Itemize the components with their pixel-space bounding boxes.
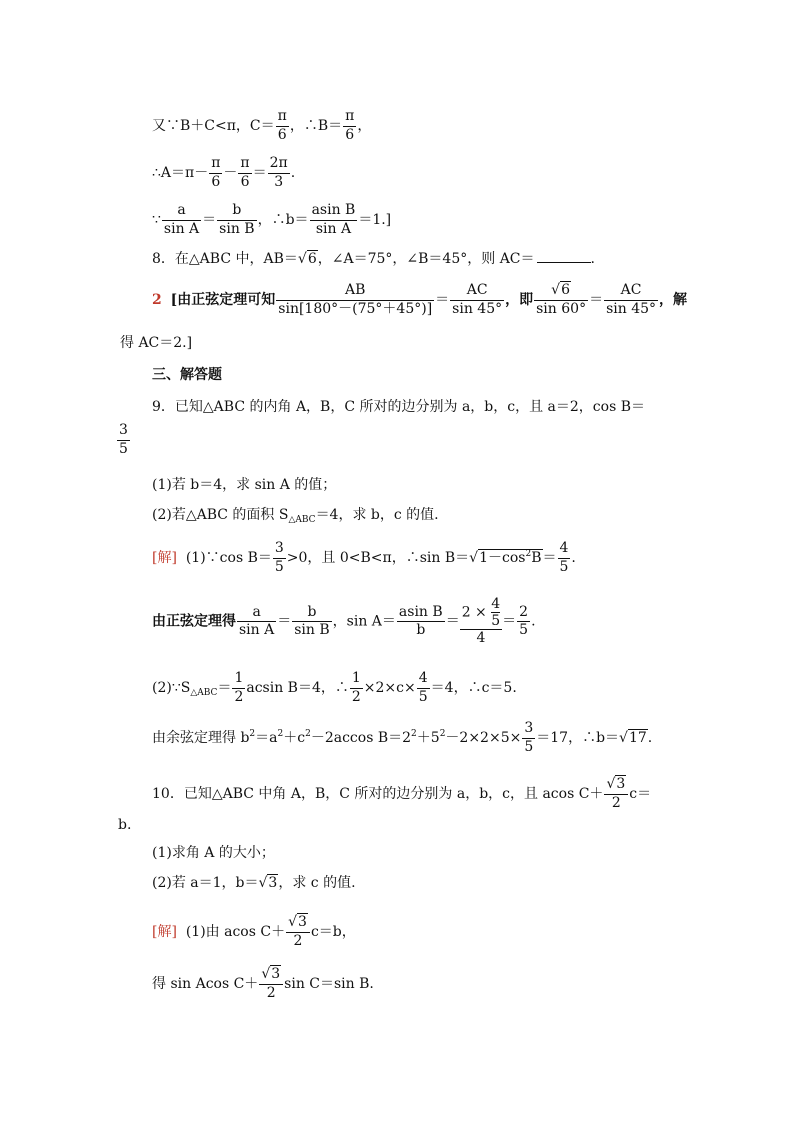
fraction: $\frac{1}{2}$ — [351, 670, 361, 705]
fraction: $\frac{a}{\text{sin A}}$ — [239, 603, 275, 638]
fraction: $\frac{3}{5}$ — [524, 720, 534, 755]
text: － — [223, 165, 238, 181]
fraction: $\frac{4}{5}$ — [559, 540, 569, 575]
question-10-continued: b. — [118, 817, 132, 833]
question-10-part-2: (2)若 a＝1，b＝√3，求 c 的值. — [152, 875, 356, 891]
fraction: $\frac{\text{asin B}}{b}$ — [398, 603, 443, 638]
question-9-part-1: (1)若 b＝4，求 sin A 的值； — [152, 477, 337, 493]
question-9: 9．已知△ABC 的内角 A，B，C 所对的边分别为 a，b，c，且 a＝2，cos B＝ — [152, 399, 645, 415]
fraction: $\frac{\pi}{6}$ — [211, 155, 221, 190]
solution-9-line-3: $(2)\because S_{\triangle ABC}=$ $\frac{1}{2}$ acsin B＝4，∴ $\frac{1}{2}$ ×2×c× $\frac{4}{5}$ ＝4，∴c＝5. — [152, 670, 517, 705]
text: 又∵B＋C<π，C＝ — [152, 118, 275, 134]
fraction: $\frac{AB}{\sin[180^\circ-(75^\circ+45^\circ)]}$ — [278, 282, 433, 317]
text: ∴A＝π－ — [152, 165, 209, 181]
line-3: ∵ $\frac{a}{\text{sin A}}$ ＝ $\frac{b}{\text{sin B}}$ ，∴b＝ $\frac{\text{asin B}}{\text{sin A}}$ ＝1.] — [152, 202, 392, 237]
solution-10-line-1: [解] (1)由 acos C＋ $\frac{√3}{2}$ c＝b， — [152, 914, 356, 949]
fraction: $\frac{3}{5}$ — [119, 422, 128, 457]
line-2 — [152, 155, 295, 191]
fraction: $\frac{√3}{2}$ — [259, 966, 283, 1002]
question-9-fraction — [116, 422, 131, 458]
fraction: $\frac{\pi}{6}$ — [240, 155, 250, 190]
fraction: $\frac{√6}{\sin 60^\circ}$ — [536, 282, 587, 317]
fraction: $\frac{b}{\text{sin B}}$ — [219, 202, 255, 237]
text: ，∴B＝ — [289, 118, 343, 134]
solution-tag: [解] — [152, 550, 177, 566]
sqrt: √17 — [619, 730, 647, 746]
section-heading: 三、解答题 — [152, 367, 222, 383]
answer-value: 2 — [152, 292, 162, 308]
answer-8: 2 [由正弦定理可知 $\frac{AB}{\sin[180^\circ-(75^\circ+45^\circ)]}$ ＝ $\frac{AC}{\sin 45^\circ}$ ，即 $\frac{√6}{\sin 60^\circ}$ ＝ $\frac{AC}{\sin 45^\circ}$ ，解 — [152, 282, 688, 317]
text: ， — [357, 118, 372, 134]
fraction: $\frac{2}{5}$ — [519, 603, 529, 638]
solution-tag: [解] — [152, 924, 177, 940]
text: ＝ — [252, 165, 267, 181]
answer-8-continued: 得 AC＝2.] — [120, 335, 193, 351]
answer-blank — [537, 262, 591, 263]
fraction: $\frac{\pi}{6}$ — [277, 108, 287, 143]
question-10-part-1: (1)求角 A 的大小； — [152, 845, 275, 861]
line-1 — [152, 108, 371, 144]
question-9-part-2: (2)若△ABC 的面积 $S_{\triangle ABC}=4$，求 b，c 的值. — [152, 507, 439, 525]
nested-fraction: 2 × $\frac{4}{5}$ 4 — [461, 596, 501, 647]
text: . — [290, 165, 296, 181]
sqrt: √6 — [297, 251, 317, 267]
fraction: $\frac{√3}{2}$ — [604, 776, 628, 812]
solution-9-line-4: 由余弦定理得 $b^2=a^2+c^2-2accos$ $B=2^2+5^2-2\times 2\times 5\times$ $\frac{3}{5}$ ＝17，∴b＝√17. — [152, 720, 653, 755]
fraction: $\frac{1}{2}$ — [234, 670, 244, 705]
fraction: $\frac{\pi}{6}$ — [345, 108, 355, 143]
solution-9-line-1: [解] (1)∵cos B＝ $\frac{3}{5}$ >0，且 0<B<π，∴sin $B=√1-\cos^2B=$ $\frac{4}{5}$ . — [152, 540, 576, 575]
fraction: $\frac{\text{asin B}}{\text{sin A}}$ — [311, 202, 356, 237]
fraction: $\frac{4}{5}$ — [418, 670, 428, 705]
fraction: $\frac{2\pi}{3}$ — [269, 155, 288, 190]
fraction: $\frac{AC}{\sin 45^\circ}$ — [452, 282, 503, 317]
sqrt: $√1-\cos^2B$ — [469, 549, 542, 566]
sqrt: √3 — [258, 875, 278, 891]
fraction: $\frac{√3}{2}$ — [286, 914, 310, 950]
fraction: $\frac{b}{\text{sin B}}$ — [294, 603, 330, 638]
fraction: $\frac{a}{\text{sin A}}$ — [163, 202, 200, 237]
fraction: $\frac{3}{5}$ — [274, 540, 284, 575]
solution-9-line-2: 由正弦定理得 $\frac{a}{\text{sin A}}$ ＝ $\frac{b}{\text{sin B}}$ ，sin A＝ $\frac{\text{asin B}}{b}$ ＝ 2 × $\frac{4}{5}$ 4 ＝ $\frac{2}{5}$ . — [152, 596, 536, 647]
question-8: 8．在△ABC 中，AB＝√6，∠A＝75°，∠B＝45°，则 AC＝ . — [152, 251, 595, 267]
fraction: $\frac{AC}{\sin 45^\circ}$ — [606, 282, 657, 317]
solution-10-line-2: 得 sin Acos C＋ $\frac{√3}{2}$ sin C＝sin B. — [152, 966, 374, 1001]
question-10: 10．已知△ABC 中角 A，B，C 所对的边分别为 a，b，c，且 acos C＋ $\frac{√3}{2}$ c＝ — [152, 776, 652, 811]
